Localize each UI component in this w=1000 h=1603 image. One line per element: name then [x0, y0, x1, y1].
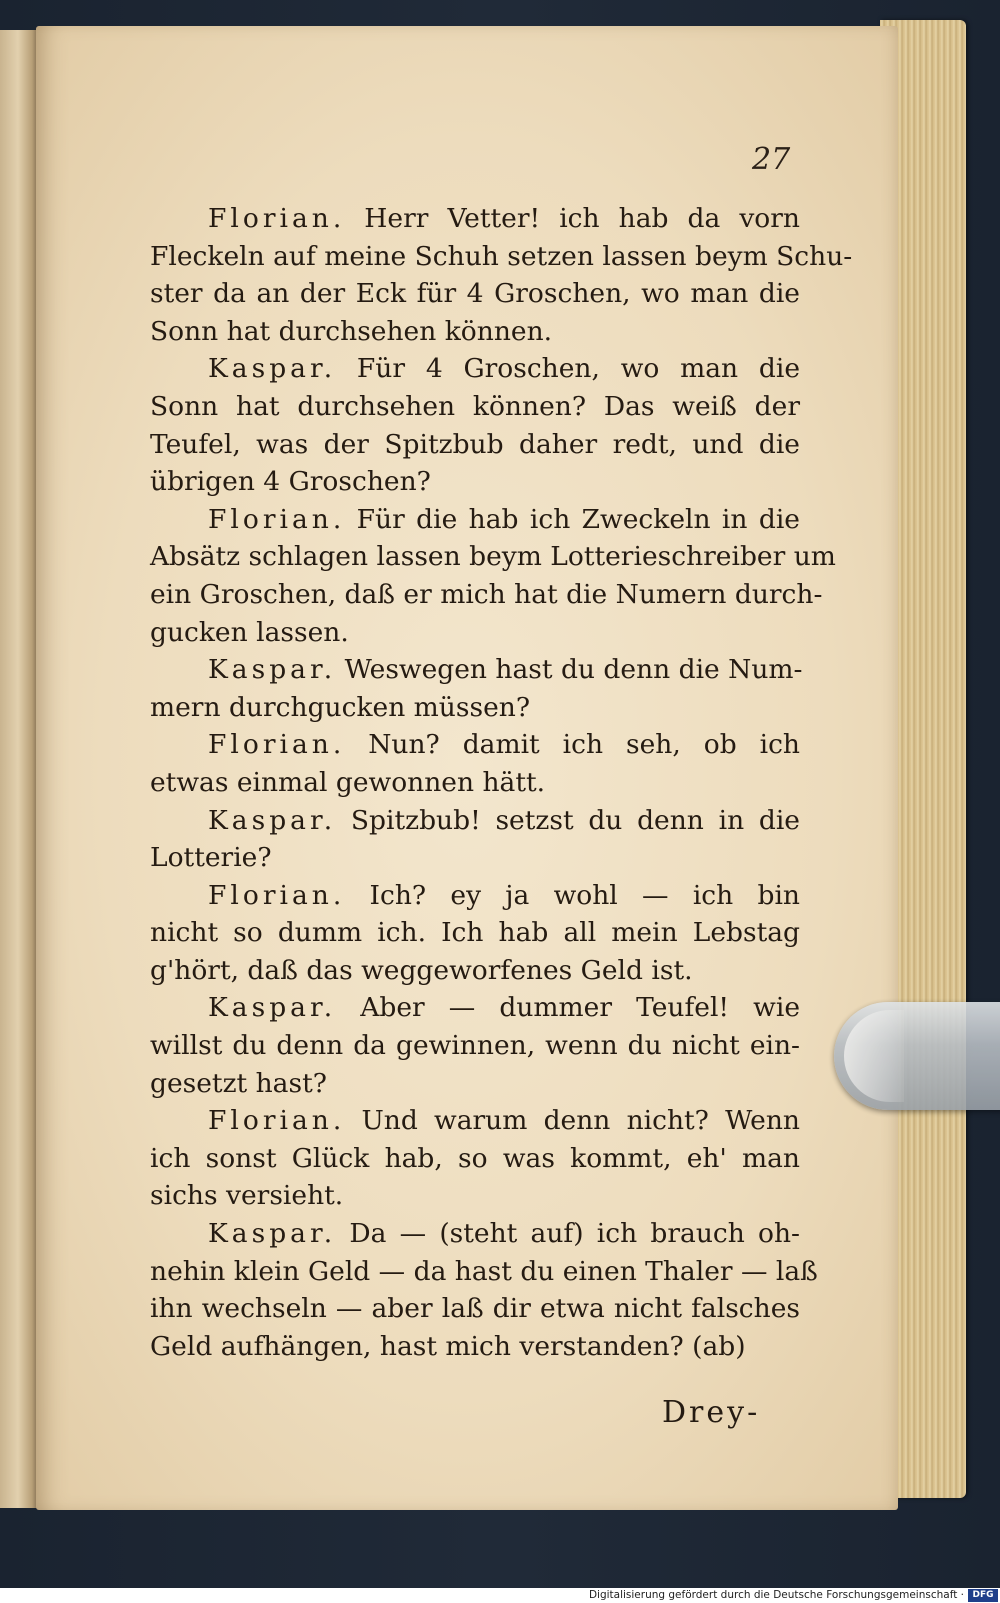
text-line — [150, 1027, 800, 1065]
line-text: sichs versieht. — [150, 1180, 344, 1212]
line-text: Spitzbub! setzst du denn in die — [336, 804, 800, 836]
text-line — [150, 538, 836, 576]
text-line — [150, 989, 800, 1027]
line-text: ihn wechseln — aber laß dir etwa nicht falsches — [150, 1293, 800, 1325]
line-text: Herr Vetter! ich hab da vorn — [345, 203, 800, 234]
text-line — [150, 463, 800, 501]
line-text: Sonn hat durchsehen können. — [150, 315, 553, 347]
text-line — [150, 764, 800, 802]
line-text: Und warum denn nicht? Wenn — [345, 1105, 800, 1137]
scanner-clip — [834, 1002, 1000, 1110]
line-text: Für 4 Groschen, wo man die — [336, 353, 800, 385]
line-text: willst du denn da gewinnen, wenn du nicht ein- — [150, 1030, 800, 1062]
line-text: Da — (steht auf) ich brauch oh- — [336, 1218, 800, 1250]
line-text: Lotterie? — [150, 842, 272, 874]
speaker-name: Kaspar. — [208, 992, 337, 1024]
text-line — [150, 952, 800, 990]
text-line — [150, 1177, 800, 1215]
text-line — [150, 275, 800, 313]
speaker-name: Florian. — [208, 503, 346, 535]
text-line — [150, 1215, 800, 1253]
line-text: Fleckeln auf meine Schuh setzen lassen beym Schu- — [150, 240, 853, 272]
line-text: ich sonst Glück hab, so was kommt, eh' man — [150, 1142, 800, 1174]
text-line — [150, 651, 803, 689]
text-line — [150, 501, 800, 539]
text-line — [150, 1290, 800, 1328]
line-text: ein Groschen, daß er mich hat die Numern durch- — [150, 578, 823, 610]
line-text: Sonn hat durchsehen können? Das weiß der — [150, 390, 800, 422]
line-text: Für die hab ich Zweckeln in die — [345, 503, 800, 535]
catchword: Drey- — [662, 1395, 761, 1430]
speaker-name: Florian. — [208, 203, 346, 234]
footer-credit: Digitalisierung gefördert durch die Deutsche Forschungsgemeinschaft · — [588, 1589, 964, 1601]
text-line — [150, 1102, 800, 1140]
text-line — [150, 426, 800, 464]
text-line — [150, 388, 800, 426]
line-text: Nun? damit ich seh, ob ich — [345, 729, 800, 761]
line-text: Ich? ey ja wohl — ich bin — [345, 879, 800, 911]
speaker-name: Kaspar. — [208, 804, 337, 836]
line-text: gucken lassen. — [150, 616, 349, 648]
line-text: Absätz schlagen lassen beym Lotterieschreiber um — [150, 541, 836, 573]
line-text: nehin klein Geld — da hast du einen Thaler — laß — [150, 1255, 818, 1287]
speaker-name: Florian. — [208, 1105, 346, 1137]
line-text: übrigen 4 Groschen? — [150, 466, 431, 498]
dfg-logo: DFG — [968, 1589, 998, 1602]
speaker-name: Kaspar. — [208, 654, 337, 686]
page-text — [150, 200, 853, 1365]
line-text: etwas einmal gewonnen hätt. — [150, 766, 546, 798]
text-line — [150, 313, 800, 351]
text-line — [150, 1140, 800, 1178]
line-text: Weswegen hast du denn die Num- — [336, 654, 803, 686]
text-line — [150, 1253, 818, 1291]
line-text: mern durchgucken müssen? — [150, 691, 531, 723]
line-text: Aber — dummer Teufel! wie — [336, 992, 800, 1024]
scanner-clip-highlight — [844, 1010, 904, 1102]
line-text: g'hört, daß das weggeworfenes Geld ist. — [150, 954, 693, 986]
text-line — [150, 914, 800, 952]
text-line — [150, 839, 800, 877]
line-text: gesetzt hast? — [150, 1067, 327, 1099]
text-line — [150, 1328, 800, 1366]
facing-page-edge — [0, 30, 40, 1508]
text-line — [150, 200, 800, 238]
text-line — [150, 877, 800, 915]
text-line — [150, 1065, 800, 1103]
speaker-name: Kaspar. — [208, 353, 337, 385]
line-text: Geld aufhängen, hast mich verstanden? (ab) — [150, 1330, 746, 1362]
text-line — [150, 614, 800, 652]
text-line — [150, 726, 800, 764]
page-number: 27 — [752, 142, 791, 177]
text-line — [150, 238, 853, 276]
speaker-name: Florian. — [208, 879, 346, 911]
footer-bar — [0, 1588, 1000, 1603]
speaker-name: Florian. — [208, 729, 346, 761]
line-text: nicht so dumm ich. Ich hab all mein Lebstag — [150, 917, 800, 949]
text-line — [150, 689, 800, 727]
text-line — [150, 802, 800, 840]
line-text: ster da an der Eck für 4 Groschen, wo man die — [150, 278, 800, 310]
speaker-name: Kaspar. — [208, 1218, 337, 1250]
line-text: Teufel, was der Spitzbub daher redt, und die — [150, 428, 800, 460]
text-line — [150, 576, 823, 614]
text-line — [150, 350, 800, 388]
